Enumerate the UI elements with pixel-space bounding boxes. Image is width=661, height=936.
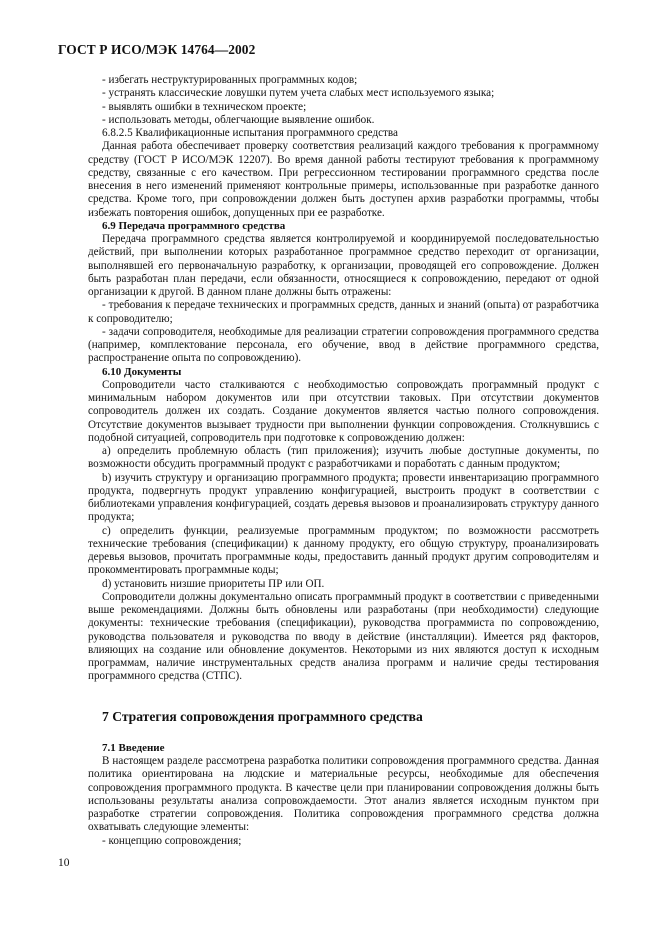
paragraph: Данная работа обеспечивает проверку соответствия реализаций каждого требования к программному средству (ГОСТ Р ИСО/МЭК 12207). Во время данной работы тестируют требования к программному средству, связанные с его качеством. При регрессионном тестировании программного средства после внесения в него изменений применяют контрольные примеры, использованные при разработке данного средства. Кроме того, при сопровождении должен быть доступен архив разработки программы, чтобы избежать повторения ошибок, допущенных при ее разработке.: [88, 140, 599, 219]
list-item: - задачи сопроводителя, необходимые для реализации стратегии сопровождения программного средства (например, комплектование персонала, его обучение, ввод в действие программного средства, распространение опыта по сопровождению).: [88, 325, 599, 365]
list-item: - требования к передаче технических и программных средств, данных и знаний (опыта) от разработчика к сопроводителю;: [88, 299, 599, 325]
list-item: - устранять классические ловушки путем учета слабых мест используемого языка;: [102, 87, 495, 100]
paragraph: Передача программного средства является контролируемой и координируемой последовательностью действий, при выполнении которых разработанное программное средство переходит от организации, выполнявшей его первоначальную разработку, к организации, проводящей его сопровождение. Должен быть разработан план передачи, если обязанности, относящиеся к сопровождению, передают от одной организации к другой. В данном плане должны быть отражены:: [88, 233, 599, 298]
list-item: c) определить функции, реализуемые программным продуктом; по возможности рассмотреть технические требования (спецификации) к данному продукту, его общую структуру, проанализировать деревья вызовов, прочитать программные коды, предоставить данный продукт другим сопроводителям и прокомментировать программные коды;: [88, 524, 599, 577]
list-item: d) установить низшие приоритеты ПР или ОП.: [102, 577, 325, 590]
paragraph: Сопроводители часто сталкиваются с необходимостью сопровождать программный продукт с минимальным набором документов или при отсутствии таковых. При отсутствии документов сопроводитель должен их создать. Создание документов является частью полного сопровождения. Отсутствие документов вызывает трудности при выполнении функции сопровождения. Столкнувшись с подобной ситуацией, сопроводитель при подготовке к сопровождению должен:: [88, 378, 599, 444]
subsection-heading-6-8-2-5: 6.8.2.5 Квалификационные испытания программного средства: [102, 127, 398, 139]
subsection-heading-6-9: 6.9 Передача программного средства: [102, 219, 286, 232]
list-item: b) изучить структуру и организацию программного продукта; провести инвентаризацию программного продукта, подвергнуть продукт управлению конфигурацией, выстроить продукт в соответствии с библиотеками управления конфигурацией, создать деревья вызовов и проанализировать структуру данного продукта;: [88, 471, 599, 524]
page-content: [88, 74, 599, 848]
paragraph: Сопроводители должны документально описать программный продукт в соответствии с приведенными выше рекомендациями. Должны быть обновлены или разработаны (при необходимости) следующие документы: технические требования (спецификации), руководства программиста по сопровождению, руководства пользователя и руководства по вводу в действие (инсталляции). Имеется ряд факторов, влияющих на создание или обновление документов. Некоторыми из них являются доступ к исходным программам, наличие инструментальных средств анализа программ и наличие среды тестирования программного средства (СТПС).: [88, 590, 599, 683]
list-item: - концепцию сопровождения;: [102, 834, 242, 847]
paragraph: В настоящем разделе рассмотрена разработка политики сопровождения программного средства. Данная политика ориентирована на людские и материальные ресурсы, необходимые для обеспечения сопровождения программного продукта. В качестве цели при планировании сопровождения должны быть использованы результаты анализа сопровождаемости. Этот анализ является исходным пунктом при разработке стратегии сопровождения. Политика сопровождения программного средства должна охватывать следующие элементы:: [88, 755, 599, 834]
standard-header: ГОСТ Р ИСО/МЭК 14764—2002: [58, 42, 256, 57]
list-item: - избегать неструктурированных программных кодов;: [102, 74, 358, 86]
section-title-7: 7 Стратегия сопровождения программного средства: [102, 708, 423, 724]
subsection-heading-6-10: 6.10 Документы: [102, 365, 182, 378]
page-number: 10: [58, 857, 70, 869]
list-item: - выявлять ошибки в техническом проекте;: [102, 100, 307, 113]
subsection-heading-7-1: 7.1 Введение: [102, 741, 165, 754]
list-item: - использовать методы, облегчающие выявление ошибок.: [102, 113, 375, 126]
list-item: а) определить проблемную область (тип приложения); изучить любые доступные документы, по возможности обсудить программный продукт с разработчиками и поработать с данным продуктом;: [88, 445, 599, 471]
